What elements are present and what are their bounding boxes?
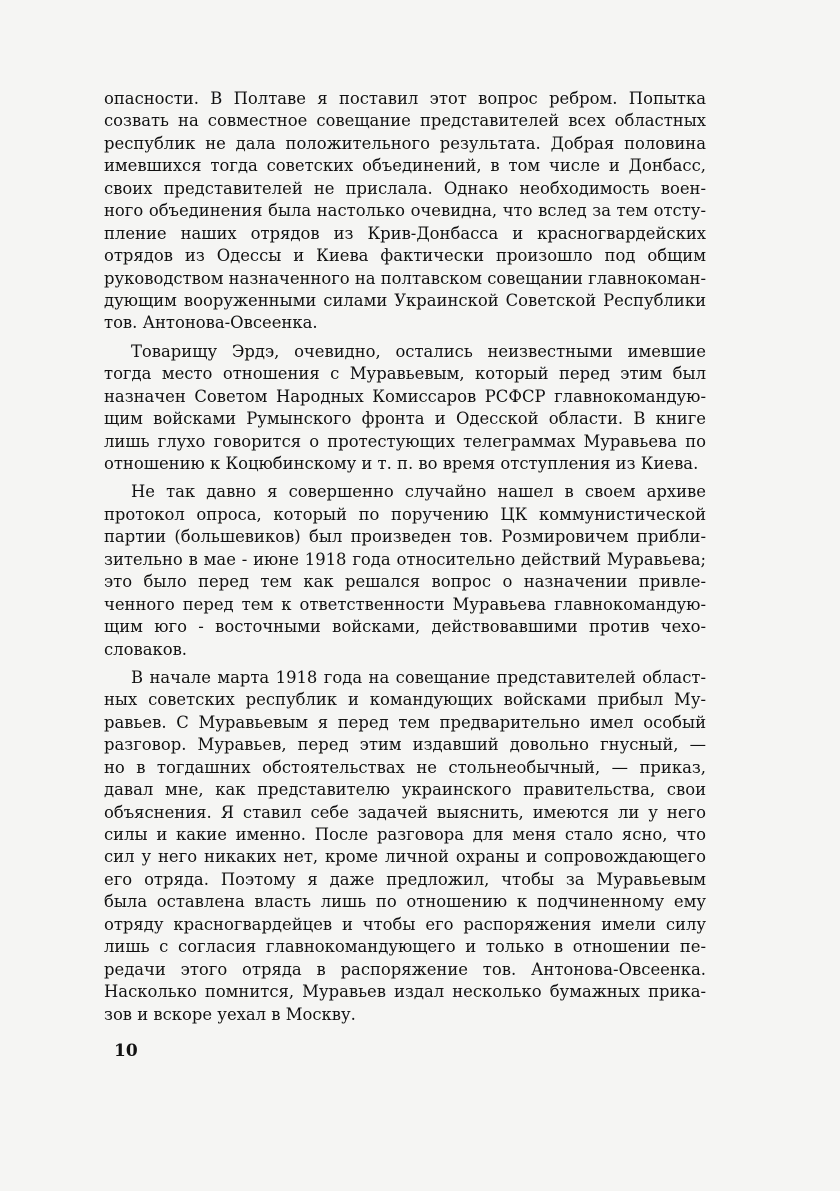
text-line: дующим вооруженными силами Украинской Советской Республики	[104, 290, 706, 310]
paragraph	[104, 667, 706, 1026]
text-line: его отряда. Поэтому я даже предложил, чтобы за Муравьевым	[104, 869, 706, 889]
text-line: В начале марта 1918 года на совещание представителей област-	[131, 667, 706, 687]
text-line: равьев. С Муравьевым я перед тем предварительно имел особый	[104, 712, 706, 732]
text-line: словаков.	[104, 639, 188, 659]
text-line: щим войсками Румынского фронта и Одесской области. В книге	[104, 409, 706, 429]
text-line: отряду красногвардейцев и чтобы его распоряжения имели силу	[104, 914, 706, 934]
text-line: ного объединения была настолько очевидна, что вслед за тем отсту-	[104, 201, 706, 221]
text-line: тогда место отношения с Муравьевым, который перед этим был	[104, 364, 706, 384]
text-line: силы и какие именно. После разговора для меня стало ясно, что	[104, 825, 706, 844]
text-line: зов и вскоре уехал в Москву.	[104, 1004, 356, 1024]
text-line: Насколько помнится, Муравьев издал несколько бумажных прика-	[104, 982, 706, 1002]
text-line: лишь глухо говорится о протестующих телеграммах Муравьева по	[104, 431, 706, 451]
paragraph	[104, 341, 706, 476]
text-line: партии (большевиков) был произведен тов. Розмировичем прибли-	[104, 527, 706, 547]
page-number: 10	[114, 1041, 138, 1061]
text-line: щим юго - восточными войсками, действовавшими против чехо-	[104, 617, 706, 637]
text-line: это было перед тем как решался вопрос о назначении привле-	[104, 572, 706, 592]
text-line: созвать на совместное совещание представителей всех областных	[104, 111, 706, 131]
text-line: Не так давно я совершенно случайно нашел в своем архиве	[131, 482, 706, 502]
text-line: назначен Советом Народных Комиссаров РСФСР главнокомандую-	[104, 386, 706, 406]
paragraph	[104, 481, 706, 661]
text-line: разговор. Муравьев, перед этим издавший довольно гнусный, —	[104, 735, 706, 755]
text-line: но в тогдашних обстоятельствах не стольнеобычный, — приказ,	[104, 757, 706, 777]
text-line: протокол опроса, который по поручению ЦК коммунистической	[104, 504, 706, 524]
text-line: ных советских республик и командующих войсками прибыл Му-	[104, 690, 706, 710]
text-line: ченного перед тем к ответственности Муравьева главнокомандую-	[104, 594, 706, 614]
text-line: пление наших отрядов из Крив-Донбасса и красногвардейских	[104, 223, 706, 243]
text-line: зительно в мае - июне 1918 года относительно действий Муравьева;	[104, 549, 706, 569]
text-line: объяснения. Я ставил себе задачей выяснить, имеются ли у него	[104, 802, 706, 822]
text-line: редачи этого отряда в распоряжение тов. Антонова-Овсеенка.	[104, 959, 706, 979]
text-line: отношению к Коцюбинскому и т. п. во время отступления из Киева.	[104, 454, 699, 473]
paragraph	[104, 88, 706, 335]
body-text	[104, 88, 706, 1026]
text-line: давал мне, как представителю украинского правительства, свои	[104, 780, 706, 800]
text-line: опасности. В Полтаве я поставил этот вопрос ребром. Попытка	[104, 89, 706, 108]
text-line: сил у него никаких нет, кроме личной охраны и сопровождающего	[104, 847, 706, 867]
text-line: тов. Антонова-Овсеенка.	[104, 313, 318, 333]
text-line: имевшихся тогда советских объединений, в том числе и Донбасс,	[104, 156, 706, 176]
text-line: своих представителей не прислала. Однако необходимость воен-	[104, 178, 706, 198]
text-line: отрядов из Одессы и Киева фактически произошло под общим	[104, 246, 706, 266]
text-line: была оставлена власть лишь по отношению к подчиненному ему	[104, 892, 706, 912]
text-line: лишь с согласия главнокомандующего и только в отношении пе-	[104, 937, 706, 957]
text-line: Товарищу Эрдэ, очевидно, остались неизвестными имевшие	[131, 341, 706, 361]
text-line: республик не дала положительного результата. Добрая половина	[104, 133, 706, 153]
text-line: руководством назначенного на полтавском совещании главнокоман-	[104, 268, 706, 288]
